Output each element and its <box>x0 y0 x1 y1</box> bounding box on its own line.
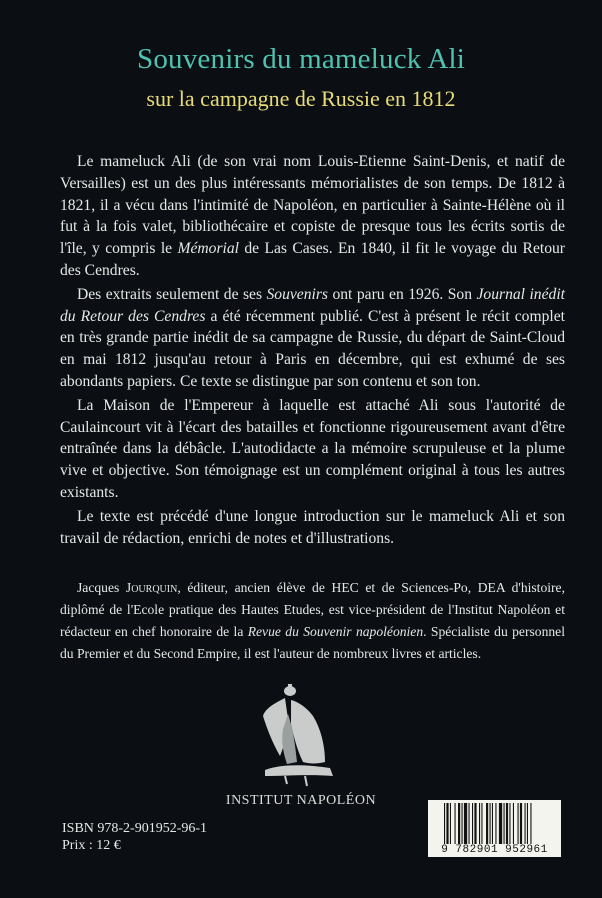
barcode-bar <box>495 803 496 850</box>
barcode-bar <box>462 803 463 850</box>
isbn: ISBN 978-2-901952-96-1 <box>62 821 208 836</box>
barcode-number: 9 782901 952961 <box>428 844 561 856</box>
barcode-bar <box>479 803 480 850</box>
price: Prix : 12 € <box>62 838 121 853</box>
barcode-bar <box>446 803 448 850</box>
barcode-bar <box>486 803 488 850</box>
barcode-bar <box>455 803 456 850</box>
italic-text: Journal inédit du Retour des Cendres <box>60 285 565 325</box>
author-surname: Jourquin <box>125 580 178 595</box>
text: ont paru en 1926. Son <box>327 285 477 303</box>
barcode-bar <box>464 803 467 850</box>
barcode-bar <box>444 803 445 850</box>
text: a été récemment publié. C'est à présent le récit complet en très grande partie inédit de sa campagne de Russie, du départ de Saint-Cloud en mai 1812 jusqu'au retour à Paris en décembre, qui est exhumé de ses abondants papiers. Ce texte se distingue par son contenu et son ton. <box>60 307 565 390</box>
publisher-name: INSTITUT NAPOLÉON <box>225 793 377 808</box>
barcode-bar <box>458 803 460 850</box>
barcode-bar <box>525 803 526 850</box>
barcode-bar <box>490 803 491 850</box>
barcode-bar <box>504 803 505 850</box>
text: Jacques <box>77 580 126 595</box>
barcode-bar <box>518 803 519 850</box>
text: , éditeur, ancien élève de HEC et de Sciences-Po, DEA d'histoire, diplômé de l'Ecole pratique des Hautes Etudes, est vice-président de l'Institut Napoléon et rédacteur en chef honoraire de la <box>60 580 565 639</box>
barcode-bar <box>527 803 528 850</box>
paragraph-4 <box>60 506 565 550</box>
paragraph-1 <box>60 151 565 282</box>
barcode-bar <box>506 803 508 850</box>
italic-text: Souvenirs <box>266 285 328 303</box>
eagle-emblem-icon <box>255 684 345 794</box>
paragraph-3 <box>60 395 565 504</box>
description <box>60 151 565 551</box>
text: . Spécialiste du personnel du Premier et du Second Empire, il est l'auteur de nombreux livres et articles. <box>60 624 565 661</box>
text: La Maison de l'Empereur à laquelle est attaché Ali sous l'autorité de Caulaincourt vit à l'écart des batailles et fonctionne rigoureusement avant d'être entraînée dans la débâcle. L'autodidacte a la mémoire scrupuleuse et la plume vive et objective. Son témoignage est un complément original à tous les autres existants. <box>60 396 565 501</box>
barcode <box>428 800 561 857</box>
barcode-bar <box>469 803 470 850</box>
barcode-bar <box>509 803 510 850</box>
barcode-bar <box>530 803 531 850</box>
barcode-bar <box>481 803 482 850</box>
text: de Las Cases. En 1840, il fit le voyage du Retour des Cendres. <box>60 240 565 279</box>
text: Des extraits seulement de ses <box>77 285 267 303</box>
barcode-bar <box>472 803 473 850</box>
author-bio <box>60 577 565 665</box>
text: Le texte est précédé d'une longue introduction sur le mameluck Ali et son travail de rédaction, enrichi de notes et d'illustrations. <box>60 507 565 547</box>
text: Le mameluck Ali (de son vrai nom Louis-Etienne Saint-Denis, et natif de Versailles) est un des plus intéressants mémorialistes de son temps. De 1812 à 1821, il a vécu dans l'intimité de Napoléon, en particulier à Sainte-Hélène où il fut à la fois valet, bibliothécaire et copiste de presque tous les écrits sortis de l'île, y compris le <box>60 153 565 258</box>
paragraph-2 <box>60 284 565 393</box>
barcode-bar <box>513 803 514 850</box>
italic-text: Mémorial <box>177 240 239 258</box>
book-title: Souvenirs du mameluck Ali <box>137 43 465 75</box>
book-subtitle: sur la campagne de Russie en 1812 <box>146 86 456 111</box>
barcode-bar <box>492 803 493 850</box>
barcode-bar <box>474 803 476 850</box>
barcode-bar <box>499 803 502 850</box>
barcode-bar <box>450 803 451 850</box>
italic-text: Revue du Souvenir napoléonien <box>247 624 424 639</box>
barcode-bar <box>520 803 522 850</box>
